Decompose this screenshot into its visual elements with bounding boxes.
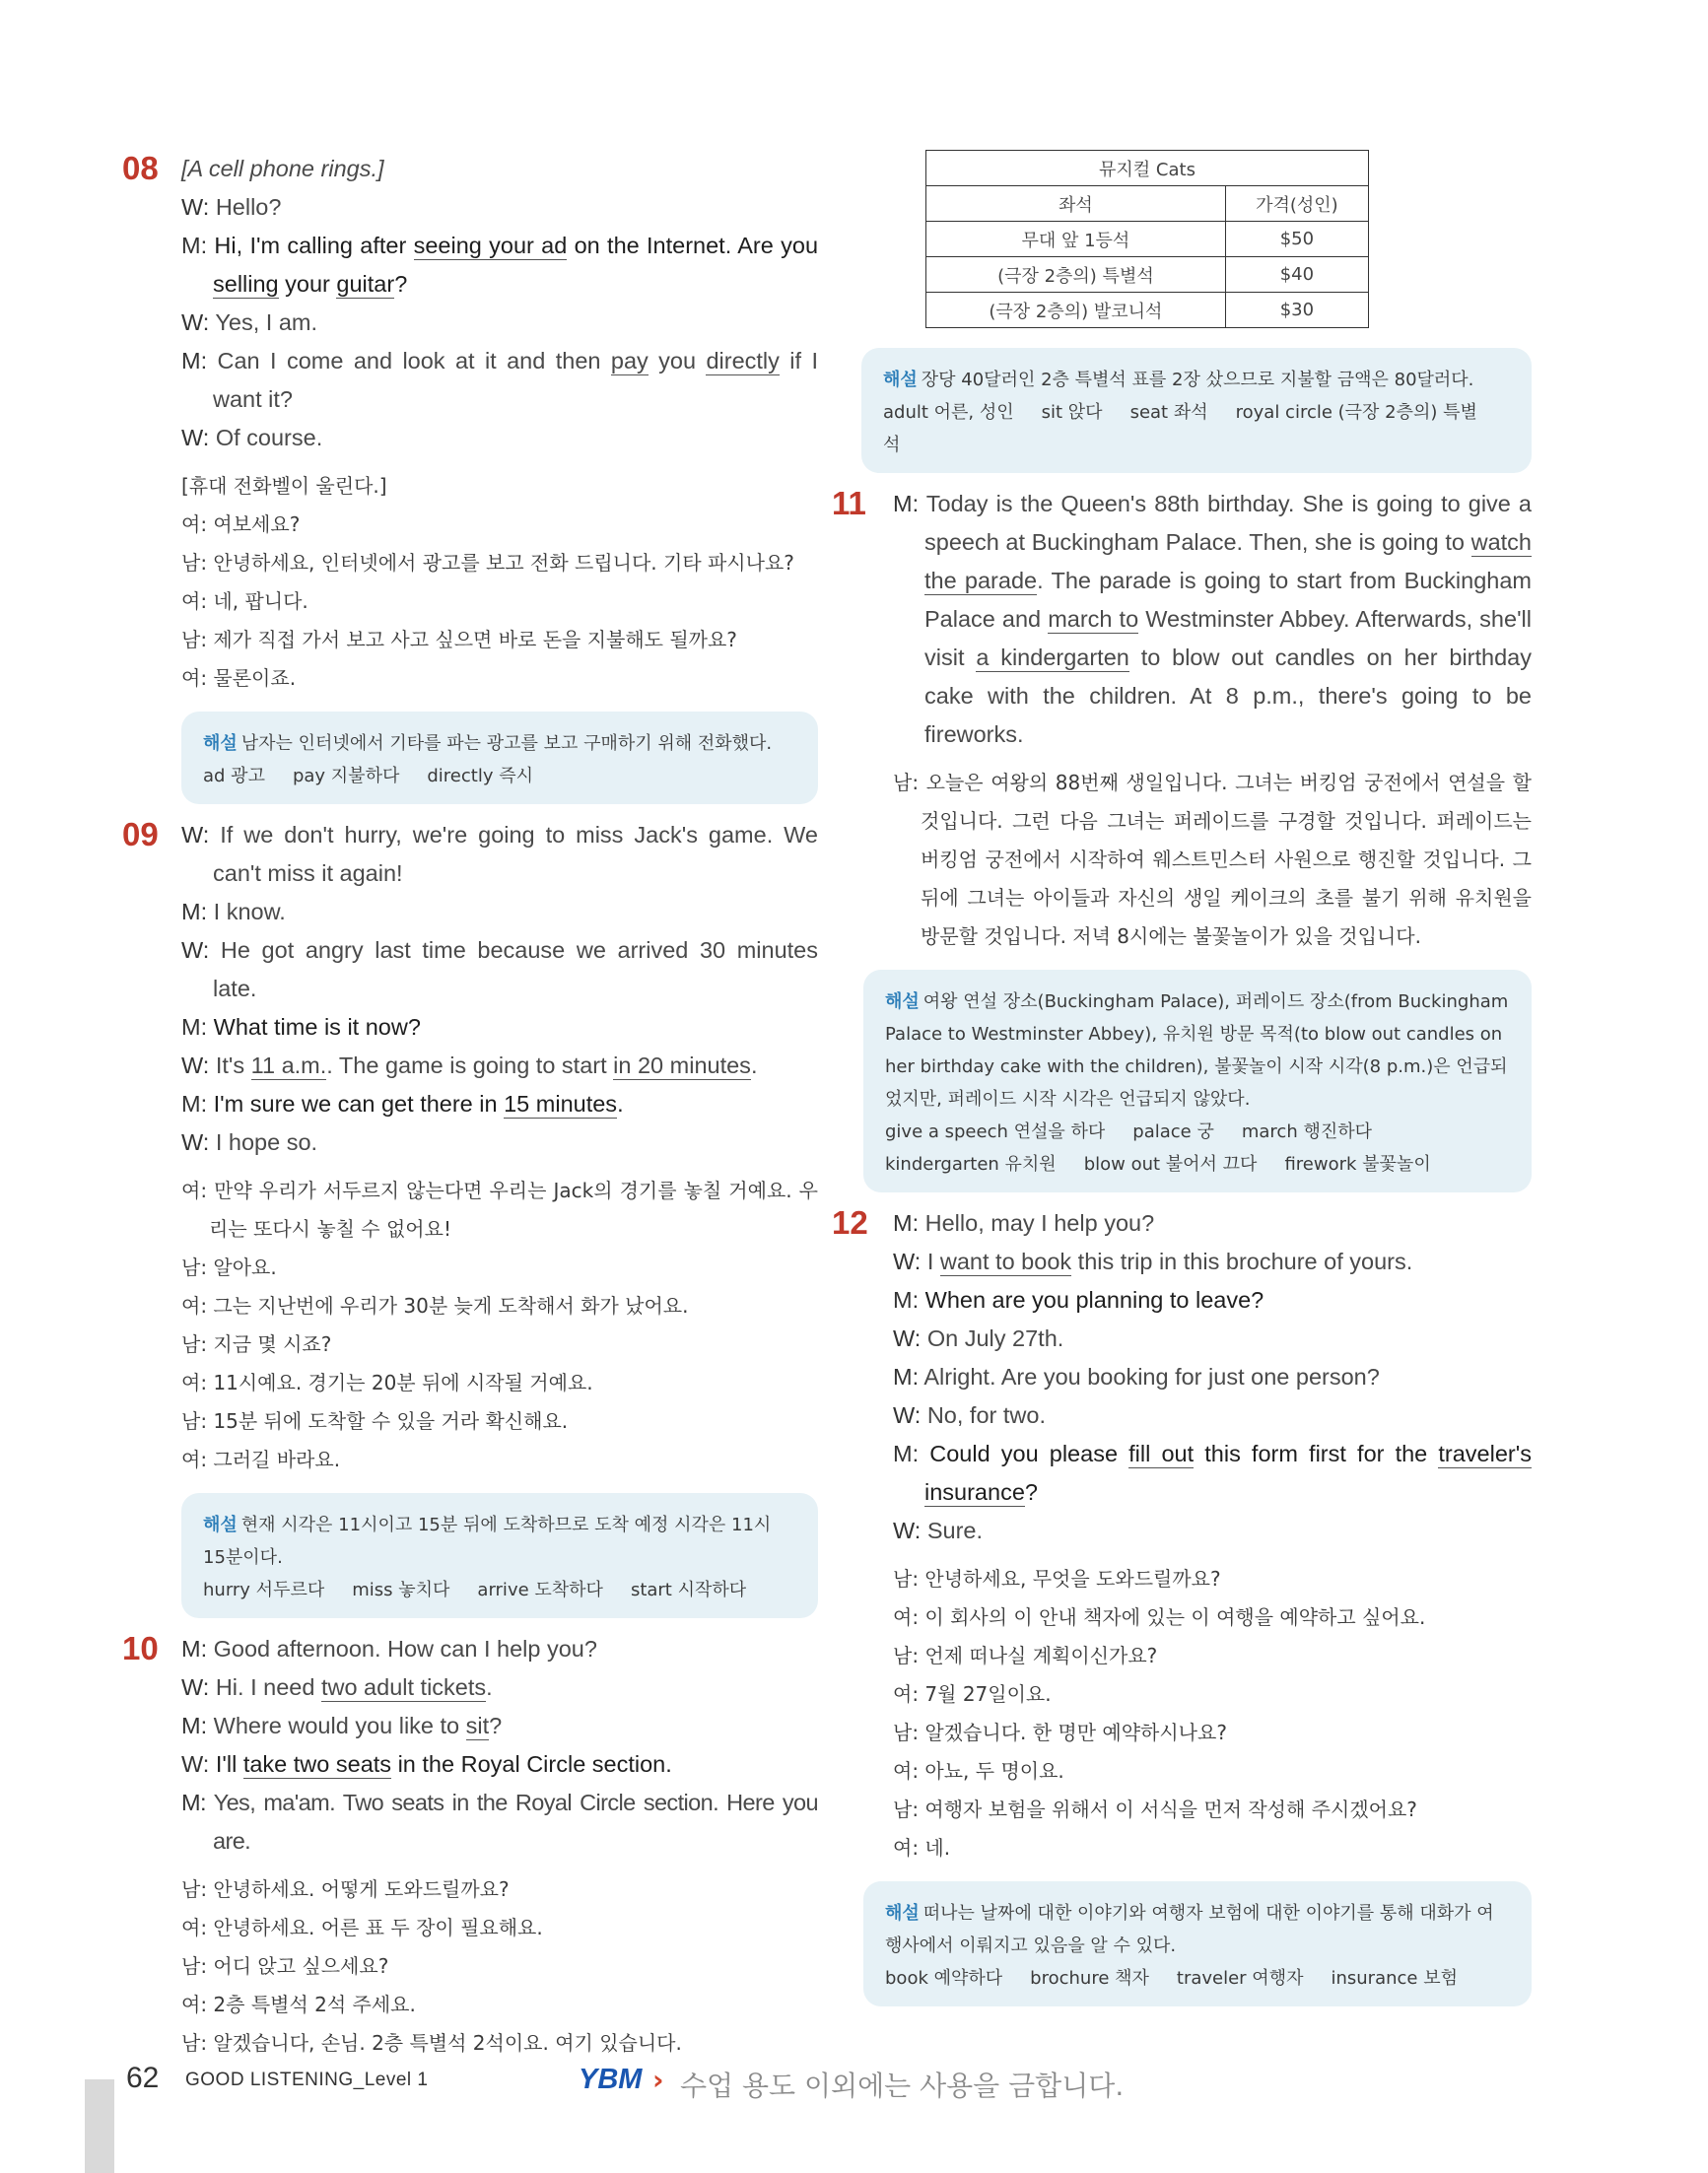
korean-translation: 남: 오늘은 여왕의 88번째 생일입니다. 그녀는 버킹엄 궁전에서 연설을 할 것입니다. 그런 다음 그녀는 퍼레이드를 구경할 것입니다. 퍼레이드는 버킹엄 궁전에서 시작하여 웨스트민스터 사원으로 행진할 것입니다. 그 뒤에 그녀는 아이들과 자신의 생일 케이크의 초를 불기 위해 유치원을 방문할 것입니다. 저녁 8시에는 불꽃놀이가 있을 것입니다.: [893, 771, 1532, 948]
dialogue-line: M: I'm sure we can get there in 15 minutes.: [181, 1091, 624, 1117]
explanation-box: 해설 현재 시각은 11시이고 15분 뒤에 도착하므로 도착 예정 시각은 11시 15분이다. hurry 서두르다 miss 놓치다 arrive 도착하다 start 시작하다: [181, 1493, 818, 1618]
blank-answer: watch the parade: [924, 529, 1532, 593]
chevron-right-icon: ›: [652, 2064, 664, 2096]
question-number: 09: [122, 816, 159, 852]
dialogue-line: M: When are you planning to leave?: [893, 1287, 1264, 1313]
book-title: GOOD LISTENING_Level 1: [185, 2070, 429, 2090]
blank-answer: in 20 minutes: [613, 1053, 751, 1078]
left-column: [122, 150, 818, 2063]
dialogue-line: W: I hope so.: [181, 1129, 318, 1155]
dialogue-line: W: Hi. I need two adult tickets.: [181, 1674, 493, 1700]
dialogue-line: M: Where would you like to sit?: [181, 1713, 503, 1738]
blank-answer: selling: [213, 271, 279, 297]
vocab-list: give a speech 연설을 하다 palace 궁 march 행진하다 kindergarten 유치원 blow out 불어서 끄다 firework 불꽃놀이: [885, 1121, 1431, 1175]
usage-notice: 수업 용도 이외에는 사용을 금합니다.: [680, 2070, 1125, 2102]
question-number: 11: [832, 485, 866, 521]
question-number: 12: [832, 1204, 868, 1241]
ybm-logo: YBM: [579, 2064, 643, 2095]
explanation-label: 해설: [885, 1903, 920, 1924]
blank-answer: 15 minutes: [504, 1091, 618, 1117]
dialogue-line: W: He got angry last time because we arrived 30 minutes late.: [181, 937, 818, 1001]
question-11: [832, 485, 1532, 1192]
dialogue-line: M: Can I come and look at it and then pay you directly if I want it?: [181, 348, 818, 412]
blank-answer: two adult tickets: [320, 1674, 487, 1700]
blank-answer: march to: [1048, 606, 1139, 632]
explanation-box: 해설 장당 40달러인 2층 특별석 표를 2장 샀으므로 지불할 금액은 80달러다. adult 어른, 성인 sit 앉다 seat 좌석 royal circle (극장 2층의) 특별석: [861, 348, 1532, 473]
blank-answer: want to book: [939, 1249, 1072, 1274]
dialogue-line: M: What time is it now?: [181, 1014, 421, 1040]
question-number: 08: [122, 150, 159, 186]
question-12: [832, 1204, 1532, 2006]
blank-answer: pay: [610, 348, 649, 373]
question-number: 10: [122, 1630, 159, 1666]
table-title: 뮤지컬 Cats: [926, 151, 1369, 186]
blank-answer: 11 a.m.: [250, 1053, 327, 1078]
korean-translation: [휴대 전화벨이 울린다.] 여: 여보세요? 남: 안녕하세요, 인터넷에서 광고를 보고 전화 드립니다. 기타 파시나요? 여: 네, 팝니다. 남: 제가 직접 가서 보고 사고 싶으면 바로 돈을 지불해도 될까요? 여: 물론이죠.: [181, 474, 794, 690]
blank-answer: sit: [465, 1713, 490, 1738]
dialogue-line: W: I'll take two seats in the Royal Circle section.: [181, 1751, 672, 1777]
question-08: [122, 150, 818, 804]
korean-translation: 남: 안녕하세요. 어떻게 도와드릴까요? 여: 안녕하세요. 어른 표 두 장이 필요해요. 남: 어디 앉고 싶으세요? 여: 2층 특별석 2석 주세요. 남: 알겠습니다, 손님. 2층 특별석 2석이요. 여기 있습니다.: [181, 1877, 682, 2055]
blank-answer: guitar: [336, 271, 395, 297]
dialogue-line: W: Yes, I am.: [181, 309, 318, 335]
table-header: 좌석: [926, 186, 1226, 222]
explanation-label: 해설: [885, 991, 920, 1012]
explanation-box: 해설 남자는 인터넷에서 기타를 파는 광고를 보고 구매하기 위해 전화했다. ad 광고 pay 지불하다 directly 즉시: [181, 712, 818, 804]
dialogue-line: W: On July 27th.: [893, 1325, 1064, 1351]
blank-answer: directly: [706, 348, 780, 373]
price-table: [925, 150, 1369, 328]
dialogue-line: W: Sure.: [893, 1518, 983, 1543]
dialogue-line: M: Today is the Queen's 88th birthday. She is going to give a speech at Buckingham Palace. Then, she is going to watch the parade. The parade is going to start from Buckingham Palace and march to Westminster Abbey. Afterwards, she'll visit a kindergarten to blow out candles on her birthday cake with the children. At 8 p.m., there's going to be fireworks.: [893, 491, 1533, 747]
explanation-label: 해설: [203, 733, 238, 754]
dialogue-line: M: Alright. Are you booking for just one person?: [893, 1364, 1380, 1390]
vocab-list: book 예약하다 brochure 책자 traveler 여행자 insurance 보험: [885, 1968, 1458, 1989]
blank-answer: traveler's insurance: [924, 1441, 1532, 1505]
blank-answer: take two seats: [242, 1751, 392, 1777]
dialogue-line: W: I want to book this trip in this brochure of yours.: [893, 1249, 1413, 1274]
dialogue-line: W: Hello?: [181, 194, 282, 220]
dialogue-line: M: Yes, ma'am. Two seats in the Royal Circle section. Here you are.: [181, 1790, 818, 1854]
dialogue-line: W: Of course.: [181, 425, 323, 450]
korean-translation: 남: 안녕하세요, 무엇을 도와드릴까요? 여: 이 회사의 이 안내 책자에 있는 이 여행을 예약하고 싶어요. 남: 언제 떠나실 계획이신가요? 여: 7월 27일이요. 남: 알겠습니다. 한 명만 예약하시나요? 여: 아뇨, 두 명이요. 남: 여행자 보험을 위해서 이 서식을 먼저 작성해 주시겠어요? 여: 네.: [893, 1567, 1426, 1860]
question-10-continued: [832, 150, 1532, 473]
page-number: 62: [126, 2062, 160, 2094]
question-10: [122, 1630, 818, 2063]
blank-answer: a kindergarten: [976, 645, 1129, 670]
table-row: (극장 2층의) 발코니석 $30: [926, 293, 1369, 328]
explanation-label: 해설: [203, 1515, 238, 1535]
explanation-label: 해설: [883, 370, 918, 390]
stage-direction: [A cell phone rings.]: [181, 156, 384, 181]
korean-translation: 여: 만약 우리가 서두르지 않는다면 우리는 Jack의 경기를 놓칠 거예요. 우리는 또다시 놓칠 수 없어요! 남: 알아요. 여: 그는 지난번에 우리가 30분 늦게 도착해서 화가 났어요. 남: 지금 몇 시죠? 여: 11시예요. 경기는 20분 뒤에 시작될 거예요. 남: 15분 뒤에 도착할 수 있을 거라 확신해요. 여: 그러길 바라요.: [181, 1179, 818, 1471]
dialogue-line: W: It's 11 a.m.. The game is going to start in 20 minutes.: [181, 1053, 758, 1078]
explanation-box: 해설 여왕 연설 장소(Buckingham Palace), 퍼레이드 장소(from Buckingham Palace to Westminster Abbey), 유치원 방문 목적(to blow out candles on her birthday cake with the children), 불꽃놀이 시작 시각(8 p.m.)은 언급되었지만, 퍼레이드 시작 시각은 언급되지 않았다. give a speech 연설을 하다 palace 궁 march 행진하다 kindergarten 유치원 blow out 불어서 끄다 firework 불꽃놀이: [863, 970, 1532, 1192]
explanation-box: 해설 떠나는 날짜에 대한 이야기와 여행자 보험에 대한 이야기를 통해 대화가 여행사에서 이뤄지고 있음을 알 수 있다. book 예약하다 brochure 책자 traveler 여행자 insurance 보험: [863, 1881, 1532, 2006]
dialogue-line: M: Good afternoon. How can I help you?: [181, 1636, 597, 1662]
table-header: 가격(성인): [1225, 186, 1368, 222]
table-row: (극장 2층의) 특별석 $40: [926, 257, 1369, 293]
dialogue-line: M: Hi, I'm calling after seeing your ad on the Internet. Are you selling your guitar?: [181, 233, 819, 297]
dialogue-line: M: Could you please fill out this form first for the traveler's insurance?: [893, 1441, 1532, 1505]
vocab-list: hurry 서두르다 miss 놓치다 arrive 도착하다 start 시작하다: [203, 1580, 747, 1600]
dialogue-line: M: I know.: [181, 899, 286, 924]
dialogue-line: W: No, for two.: [893, 1402, 1046, 1428]
dialogue-line: M: Hello, may I help you?: [893, 1210, 1155, 1236]
vocab-list: adult 어른, 성인 sit 앉다 seat 좌석 royal circle (극장 2층의) 특별석: [883, 402, 1477, 455]
footer-side-bar: [85, 2079, 114, 2173]
table-row: 무대 앞 1등석 $50: [926, 222, 1369, 257]
blank-answer: fill out: [1128, 1441, 1195, 1466]
vocab-list: ad 광고 pay 지불하다 directly 즉시: [203, 766, 533, 786]
question-09: [122, 816, 818, 1618]
blank-answer: seeing your ad: [413, 233, 568, 258]
dialogue-line: W: If we don't hurry, we're going to miss Jack's game. We can't miss it again!: [181, 822, 819, 886]
right-column: [832, 150, 1532, 2018]
